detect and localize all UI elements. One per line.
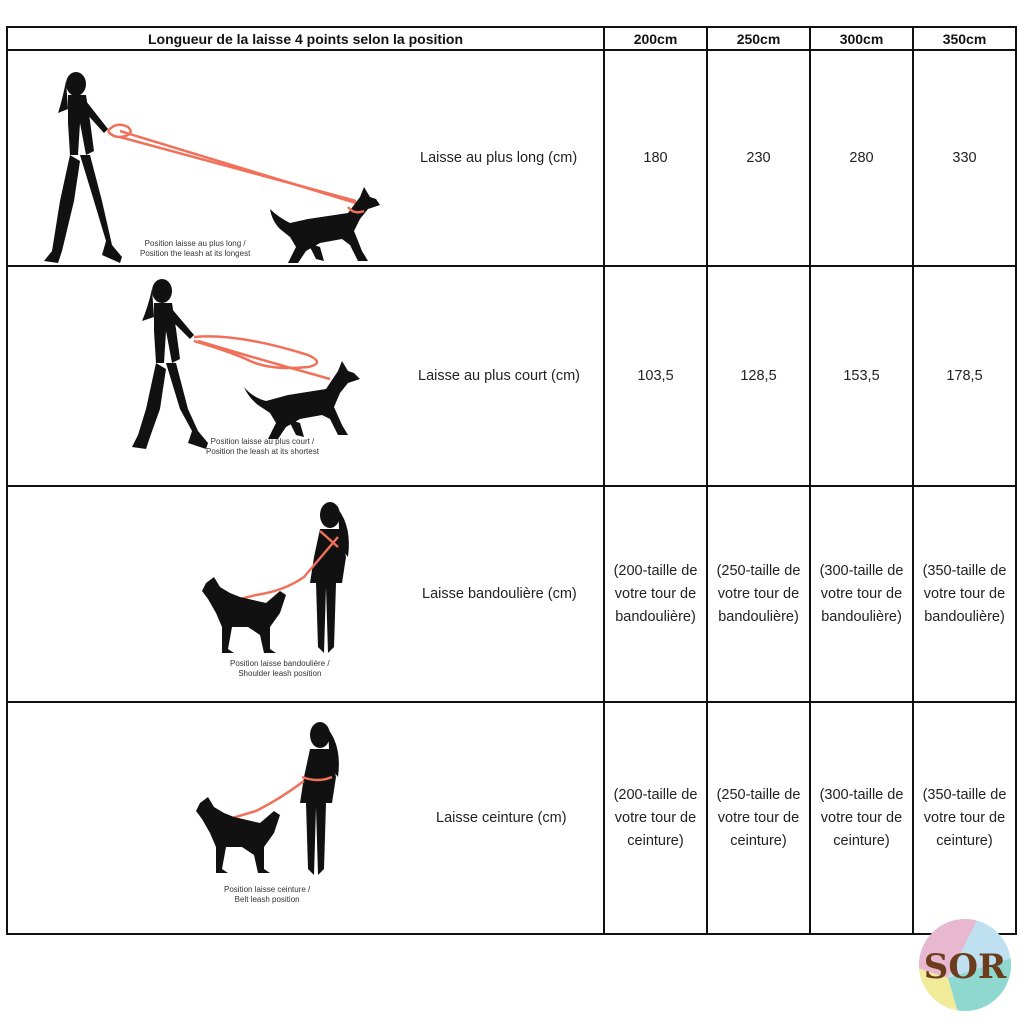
caption-shoulder (230, 659, 330, 679)
table-row-shortest (7, 266, 1016, 486)
illustration-cell-belt (7, 702, 604, 934)
value-line: ceinture) (833, 832, 890, 849)
value-line: votre tour de (923, 585, 1006, 602)
caption-english: Belt leash position (234, 895, 300, 904)
value-line: ceinture) (936, 832, 993, 849)
value-line: ceinture) (627, 832, 684, 849)
leash-length-table (6, 26, 1017, 935)
column-header-350: 350cm (913, 27, 1016, 50)
value-cell: 178,5 (913, 266, 1016, 486)
row-label-belt: Laisse ceinture (cm) (436, 810, 567, 826)
value-line: votre tour de (923, 809, 1006, 826)
caption-english: Shoulder leash position (238, 669, 322, 678)
value-line: (250-taille de (716, 786, 801, 803)
illustration-cell-shoulder (7, 486, 604, 702)
value-cell: 153,5 (810, 266, 913, 486)
woman-silhouette-icon (300, 722, 339, 875)
caption-belt (224, 885, 310, 905)
value-line: (250-taille de (716, 562, 801, 579)
brand-logo (918, 918, 1012, 1012)
value-cell (604, 702, 707, 934)
value-line: (200-taille de (613, 562, 698, 579)
dog-silhouette-icon (270, 187, 380, 263)
value-line: (200-taille de (613, 786, 698, 803)
value-line: votre tour de (717, 585, 800, 602)
column-header-200: 200cm (604, 27, 707, 50)
woman-silhouette-icon (132, 279, 208, 449)
value-line: ceinture) (730, 832, 787, 849)
value-cell: 280 (810, 50, 913, 266)
row-label-shoulder: Laisse bandoulière (cm) (422, 586, 577, 602)
dog-silhouette-icon (244, 361, 360, 439)
table-row-longest (7, 50, 1016, 266)
caption-french: Position laisse au plus long / (144, 239, 246, 248)
caption-english: Position the leash at its shortest (206, 447, 319, 456)
value-cell: 330 (913, 50, 1016, 266)
caption-french: Position laisse au plus court / (210, 437, 315, 446)
woman-silhouette-icon (44, 72, 122, 263)
value-line: (350-taille de (922, 786, 1007, 803)
leash-icon (194, 336, 330, 379)
table-header-row (7, 27, 1016, 50)
value-cell (604, 486, 707, 702)
value-line: votre tour de (614, 809, 697, 826)
value-line: bandoulière) (924, 608, 1005, 625)
row-label-shortest: Laisse au plus court (cm) (418, 368, 580, 384)
value-line: votre tour de (820, 809, 903, 826)
table-title-header: Longueur de la laisse 4 points selon la position (7, 27, 604, 50)
woman-silhouette-icon (310, 502, 349, 653)
value-cell (913, 486, 1016, 702)
value-cell: 128,5 (707, 266, 810, 486)
value-line: bandoulière) (821, 608, 902, 625)
value-line: votre tour de (717, 809, 800, 826)
illustration-cell-shortest (7, 266, 604, 486)
column-header-300: 300cm (810, 27, 913, 50)
value-cell (707, 486, 810, 702)
value-cell: 230 (707, 50, 810, 266)
dog-silhouette-icon (196, 797, 280, 873)
value-cell: 103,5 (604, 266, 707, 486)
caption-shortest (206, 437, 319, 457)
value-cell (707, 702, 810, 934)
table-row-shoulder (7, 486, 1016, 702)
value-cell (913, 702, 1016, 934)
table-row-belt (7, 702, 1016, 934)
value-cell (810, 486, 913, 702)
svg-text:SOR: SOR (923, 947, 1007, 987)
value-cell (810, 702, 913, 934)
caption-longest (140, 239, 250, 259)
row-label-longest: Laisse au plus long (cm) (420, 150, 578, 166)
dog-silhouette-icon (202, 577, 286, 653)
caption-english: Position the leash at its longest (140, 249, 251, 258)
value-line: votre tour de (820, 585, 903, 602)
illustration-cell-longest (7, 50, 604, 266)
value-line: bandoulière) (615, 608, 696, 625)
caption-french: Position laisse ceinture / (224, 885, 311, 894)
value-line: votre tour de (614, 585, 697, 602)
value-cell: 180 (604, 50, 707, 266)
value-line: (350-taille de (922, 562, 1007, 579)
value-line: (300-taille de (819, 562, 904, 579)
column-header-250: 250cm (707, 27, 810, 50)
caption-french: Position laisse bandoulière / (230, 659, 330, 668)
leash-icon (108, 125, 356, 203)
value-line: (300-taille de (819, 786, 904, 803)
value-line: bandoulière) (718, 608, 799, 625)
